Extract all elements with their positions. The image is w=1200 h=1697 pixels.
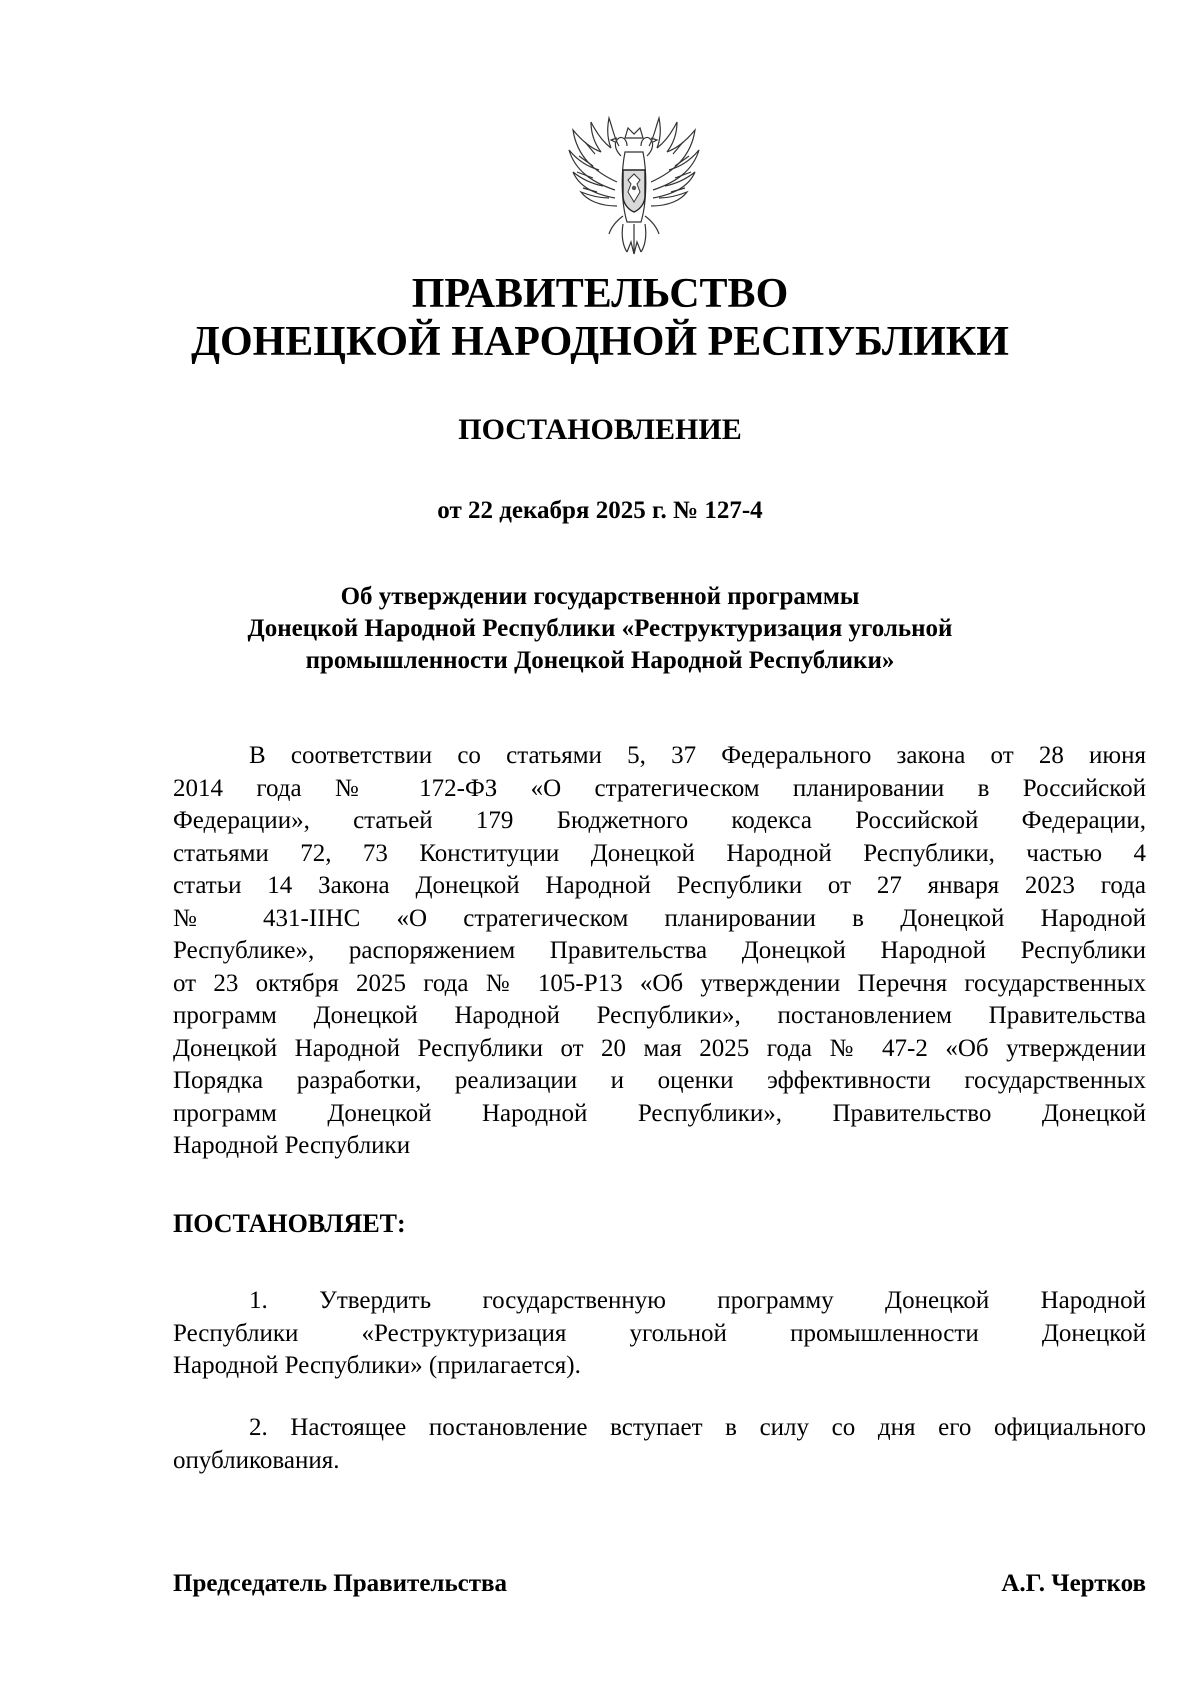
subject-line: промышленности Донецкой Народной Республики» <box>305 647 895 674</box>
item-line: 1. Утвердить государственную программу Донецкой Народной <box>249 1287 1146 1314</box>
item-line: опубликования. <box>173 1446 340 1474</box>
preamble-line: Народной Республики <box>173 1132 411 1159</box>
signatory-position: Председатель Правительства <box>173 1570 508 1597</box>
preamble-line: Федерации», статьей 179 Бюджетного кодекса Российской Федерации, <box>173 807 1146 834</box>
preamble-line: программ Донецкой Народной Республики», Правительство Донецкой <box>173 1099 1146 1127</box>
preamble-line: Порядка разработки, реализации и оценки эффективности государственных <box>173 1067 1146 1094</box>
decree-item-2 <box>173 1412 1146 1477</box>
signature-block <box>173 1568 1146 1600</box>
preamble-line: Донецкой Народной Республики от 20 мая 2025 года № 47-2 «Об утверждении <box>173 1034 1146 1062</box>
item-line: 2. Настоящее постановление вступает в силу со дня его официального <box>249 1414 1146 1441</box>
preamble-line: от 23 октября 2025 года № 105-Р13 «Об утверждении Перечня государственных <box>173 969 1146 997</box>
preamble-line: Республике», распоряжением Правительства Донецкой Народной Республики <box>173 937 1146 964</box>
coat-of-arms-emblem <box>565 112 703 257</box>
preamble-line: статьями 72, 73 Конституции Донецкой Народной Республики, частью 4 <box>173 839 1146 867</box>
preamble-line: В соответствии со статьями 5, 37 Федерального закона от 28 июня <box>249 742 1146 769</box>
item-line: Народной Республики» (прилагается). <box>173 1352 581 1379</box>
preamble-line: № 431-IIНС «О стратегическом планировании в Донецкой Народной <box>173 904 1146 932</box>
document-type-heading: ПОСТАНОВЛЕНИЕ <box>458 413 742 446</box>
preamble-line: 2014 года № 172-ФЗ «О стратегическом планировании в Российской <box>173 774 1146 802</box>
subject-line: Донецкой Народной Республики «Реструктуризация угольной <box>247 615 953 642</box>
preamble-line: программ Донецкой Народной Республики», постановлением Правительства <box>173 1002 1146 1029</box>
decree-item-1 <box>173 1285 1146 1383</box>
subject-line: Об утверждении государственной программы <box>340 583 860 610</box>
item-line: Республики «Реструктуризация угольной промышленности Донецкой <box>173 1319 1146 1347</box>
document-subject <box>0 581 1200 677</box>
signatory-name: А.Г. Чертков <box>1001 1570 1146 1597</box>
preamble-paragraph <box>173 740 1146 1163</box>
government-title-line-1: ПРАВИТЕЛЬСТВО <box>411 271 789 317</box>
document-date-number: от 22 декабря 2025 г. № 127-4 <box>437 497 763 524</box>
preamble-line: статьи 14 Закона Донецкой Народной Республики от 27 января 2023 года <box>173 872 1146 899</box>
decree-label: ПОСТАНОВЛЯЕТ: <box>173 1209 406 1238</box>
government-title-line-2: ДОНЕЦКОЙ НАРОДНОЙ РЕСПУБЛИКИ <box>191 319 1009 365</box>
double-headed-eagle-coat-of-arms-icon <box>565 112 703 257</box>
